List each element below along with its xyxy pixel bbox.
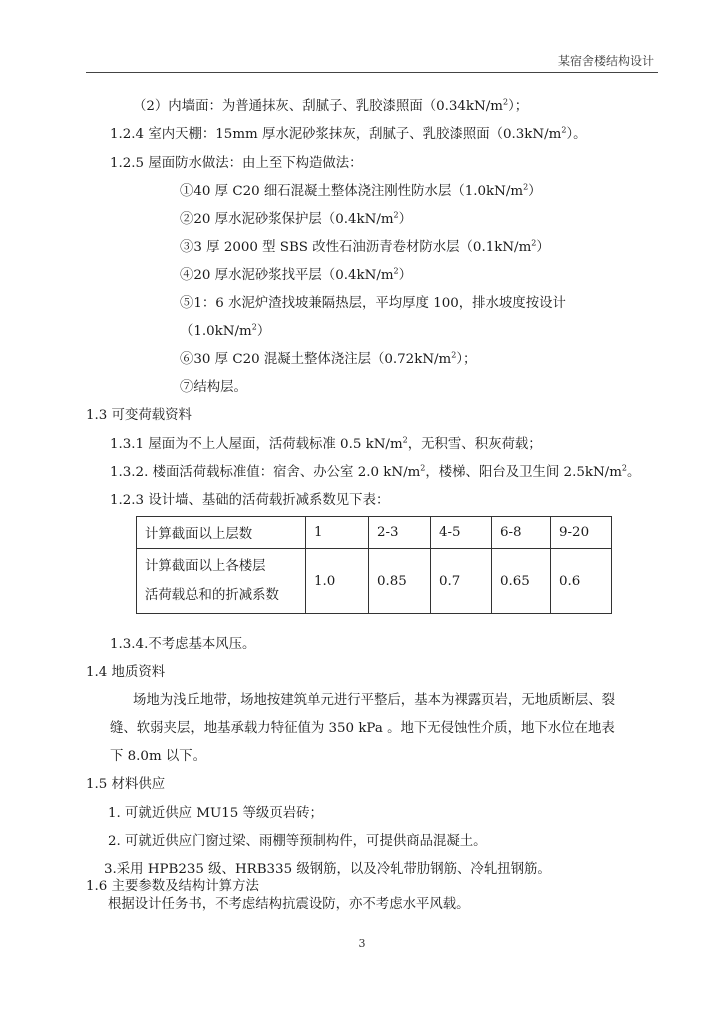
table-cell-factor: 0.65 [492,549,551,614]
table-cell-floors: 4-5 [431,517,492,549]
material-item-2: 2. 可就近供应门窗过梁、雨棚等预制构件，可提供商品混凝土。 [108,834,487,849]
line-1-2-3: 1.2.3 设计墙、基础的活荷载折减系数见下表： [110,493,390,508]
roof-item-1: ①40 厚 C20 细石混凝土整体浇注刚性防水层$(1.0kN/m^2)$ [180,182,542,199]
header-rule [86,72,658,73]
table-header-label: 计算截面以上层数 [137,517,306,549]
table-cell-floors: 1 [306,517,369,549]
table-cell-factor: 0.7 [431,549,492,614]
table-row [137,517,612,549]
table-row [137,549,612,614]
geology-line-1: 场地为浅丘地带，场地按建筑单元进行平整后，基本为裸露页岩，无地质断层、裂 [133,693,616,708]
roof-item-7: ⑦结构层。 [180,380,247,395]
table-cell-factor: 1.0 [306,549,369,614]
table-row-label: 计算截面以上各楼层 活荷载总和的折减系数 [137,549,306,614]
roof-item-5: ⑤1：6 水泥炉渣找坡兼隔热层，平均厚度 100，排水坡度按设计 [180,296,566,311]
table-cell-floors: 9-20 [551,517,612,549]
material-item-3: 3.采用 HPB235 级、HRB335 级钢筋，以及冷轧带肋钢筋、冷轧扭钢筋。 [104,862,551,877]
roof-title-line: 1.2.5 屋面防水做法：由上至下构造做法： [110,156,363,171]
line-1-3-4: 1.3.4.不考虑基本风压。 [110,637,256,652]
roof-item-2: ②20 厚水泥砂浆保护层$(0.4kN/m^2)$ [180,210,413,227]
table-cell-factor: 0.85 [369,549,431,614]
geology-line-3: 下 8.0m 以下。 [110,749,207,764]
method-line: 根据设计任务书，不考虑结构抗震设防，亦不考虑水平风载。 [108,897,470,912]
table-cell-factor: 0.6 [551,549,612,614]
material-item-1: 1. 可就近供应 MU15 等级页岩砖； [108,806,323,821]
table-cell-floors: 2-3 [369,517,431,549]
interior-wall-line: （2）内墙面：为普通抹灰、刮腻子、乳胶漆照面$(0.34kN/m^2)$； [133,97,529,114]
roof-item-5-value: $(1.0kN/m^2)$ [180,322,271,339]
page-number: 3 [358,937,366,950]
line-1-3-1: 1.3.1 屋面为不上人屋面，活荷载标准 0.5 $kN/m^2$，无积雪、积灰荷载； [110,435,542,452]
section-1-3-heading: 1.3 可变荷载资料 [86,408,192,423]
line-1-3-2: 1.3.2. 楼面活荷载标准值：宿舍、办公室 2.0 $kN/m^2$，楼梯、阳台及卫生间 $2.5kN/m^2$。 [110,463,641,480]
section-1-4-heading: 1.4 地质资料 [86,665,166,680]
geology-line-2: 缝、软弱夹层，地基承载力特征值为 350 kPa 。地下无侵蚀性介质，地下水位在地表 [110,721,615,736]
section-1-5-heading: 1.5 材料供应 [86,777,166,792]
live-load-reduction-table [136,516,612,614]
section-1-6-heading: 1.6 主要参数及结构计算方法 [86,879,259,894]
roof-item-4: ④20 厚水泥砂浆找平层$(0.4kN/m^2)$ [180,266,413,283]
roof-item-3: ③3 厚 2000 型 SBS 改性石油沥青卷材防水层$(0.1kN/m^2)$ [180,238,550,255]
page-header-title: 某宿舍楼结构设计 [557,54,654,68]
table-cell-floors: 6-8 [492,517,551,549]
roof-item-6: ⑥30 厚 C20 混凝土整体浇注层$(0.72kN/m^2)$； [180,350,477,367]
ceiling-line: 1.2.4 室内天棚：15mm 厚水泥砂浆抹灰，刮腻子、乳胶漆照面$(0.3kN/m^2)$。 [110,125,587,142]
